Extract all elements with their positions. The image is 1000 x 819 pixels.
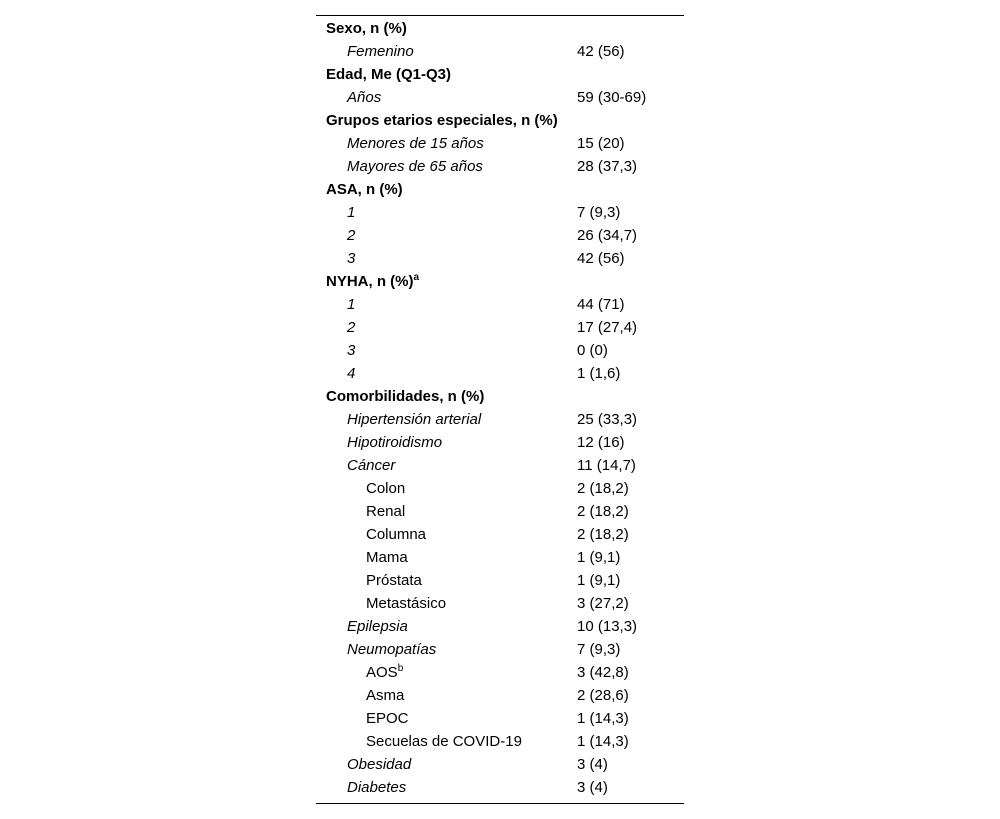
row-label-text: Neumopatías <box>347 641 437 658</box>
row-value: 2 (18,2) <box>577 480 629 497</box>
row-label-text: 1 <box>347 204 356 221</box>
row-label <box>366 707 409 730</box>
table-row <box>316 40 684 63</box>
row-label-text: Cáncer <box>347 457 396 474</box>
section-label <box>326 385 484 408</box>
row-label <box>347 40 414 63</box>
row-value: 59 (30-69) <box>577 89 647 106</box>
row-label <box>366 592 446 615</box>
row-label <box>347 316 355 339</box>
section-header-row <box>316 109 684 132</box>
row-label <box>347 431 442 454</box>
table-row <box>316 247 684 270</box>
row-label <box>366 661 403 684</box>
table-row <box>316 707 684 730</box>
row-label-text: Asma <box>366 687 405 704</box>
row-label <box>366 477 405 500</box>
row-label <box>347 454 395 477</box>
row-label-text: Sexo, n (%) <box>326 20 407 37</box>
row-label-text: 3 <box>347 250 356 267</box>
row-value: 7 (9,3) <box>577 204 621 221</box>
row-value: 3 (27,2) <box>577 595 629 612</box>
row-label-text: NYHA, n (%) <box>326 273 414 290</box>
section-header-row <box>316 63 684 86</box>
table-row <box>316 155 684 178</box>
row-label <box>347 408 481 431</box>
section-header-row <box>316 270 684 293</box>
row-label-text: Metastásico <box>366 595 447 612</box>
row-value: 44 (71) <box>577 296 625 313</box>
row-label <box>347 293 355 316</box>
row-label-text: 2 <box>347 227 356 244</box>
row-label-text: ASA, n (%) <box>326 181 403 198</box>
row-label <box>347 753 411 776</box>
row-label-text: Renal <box>366 503 406 520</box>
row-label-text: Comorbilidades, n (%) <box>326 388 485 405</box>
row-value: 1 (14,3) <box>577 710 629 727</box>
row-label <box>347 362 355 385</box>
row-value: 42 (56) <box>577 43 625 60</box>
row-value: 3 (4) <box>577 779 608 796</box>
footnote-marker: a <box>413 272 420 283</box>
row-label-text: Edad, Me (Q1-Q3) <box>326 66 452 83</box>
row-label-text: Femenino <box>347 43 414 60</box>
table-row <box>316 454 684 477</box>
row-label-text: 1 <box>347 296 356 313</box>
row-value: 3 (4) <box>577 756 608 773</box>
row-label <box>366 523 426 546</box>
table-row <box>316 523 684 546</box>
row-value: 10 (13,3) <box>577 618 638 635</box>
row-value: 2 (28,6) <box>577 687 629 704</box>
table-row <box>316 339 684 362</box>
row-label-text: Hipertensión arterial <box>347 411 482 428</box>
table-row <box>316 592 684 615</box>
row-label-text: 2 <box>347 319 356 336</box>
row-label-text: 3 <box>347 342 356 359</box>
table-row <box>316 684 684 707</box>
row-value: 0 (0) <box>577 342 608 359</box>
characteristics-table <box>316 15 684 804</box>
row-value: 28 (37,3) <box>577 158 638 175</box>
table-row <box>316 201 684 224</box>
row-label <box>347 776 406 799</box>
row-label <box>347 86 381 109</box>
section-label <box>326 270 419 293</box>
row-label <box>347 201 355 224</box>
table-row <box>316 661 684 684</box>
table-row <box>316 224 684 247</box>
row-label <box>347 224 355 247</box>
row-value: 1 (9,1) <box>577 549 621 566</box>
row-label-text: Años <box>347 89 382 106</box>
table-row <box>316 615 684 638</box>
section-label <box>326 17 407 40</box>
table-row <box>316 477 684 500</box>
row-label <box>366 546 408 569</box>
section-label <box>326 178 403 201</box>
table-row <box>316 776 684 799</box>
row-label <box>366 684 404 707</box>
row-label-text: Grupos etarios especiales, n (%) <box>326 112 558 129</box>
row-label <box>347 247 355 270</box>
row-value: 17 (27,4) <box>577 319 638 336</box>
row-label <box>347 339 355 362</box>
row-label-text: AOS <box>366 664 398 681</box>
row-label-text: Colon <box>366 480 406 497</box>
row-value: 25 (33,3) <box>577 411 638 428</box>
row-label-text: Hipotiroidismo <box>347 434 443 451</box>
row-label-text: EPOC <box>366 710 409 727</box>
section-label <box>326 63 451 86</box>
section-label <box>326 109 558 132</box>
row-value: 1 (9,1) <box>577 572 621 589</box>
row-label <box>347 155 483 178</box>
table-row <box>316 431 684 454</box>
row-value: 42 (56) <box>577 250 625 267</box>
row-value: 2 (18,2) <box>577 526 629 543</box>
row-label-text: Menores de 15 años <box>347 135 484 152</box>
row-value: 1 (14,3) <box>577 733 629 750</box>
table-row <box>316 362 684 385</box>
row-label-text: Secuelas de COVID-19 <box>366 733 522 750</box>
row-label-text: Diabetes <box>347 779 407 796</box>
row-label <box>366 730 522 753</box>
row-value: 12 (16) <box>577 434 625 451</box>
row-value: 7 (9,3) <box>577 641 621 658</box>
row-label-text: Obesidad <box>347 756 412 773</box>
row-label <box>347 615 408 638</box>
row-label-text: Mayores de 65 años <box>347 158 483 175</box>
table-row <box>316 86 684 109</box>
row-value: 26 (34,7) <box>577 227 638 244</box>
row-value: 11 (14,7) <box>577 457 636 474</box>
row-label <box>366 500 405 523</box>
row-label-text: 4 <box>347 365 356 382</box>
row-label <box>347 132 484 155</box>
table-row <box>316 500 684 523</box>
section-header-row <box>316 178 684 201</box>
row-value: 2 (18,2) <box>577 503 629 520</box>
row-label-text: Próstata <box>366 572 422 589</box>
row-label <box>366 569 422 592</box>
row-label <box>347 638 436 661</box>
section-header-row <box>316 385 684 408</box>
row-value: 15 (20) <box>577 135 625 152</box>
table-row <box>316 730 684 753</box>
table-row <box>316 316 684 339</box>
row-value: 3 (42,8) <box>577 664 629 681</box>
table-row <box>316 638 684 661</box>
table-row <box>316 753 684 776</box>
footnote-marker: b <box>397 663 404 674</box>
row-label-text: Mama <box>366 549 408 566</box>
table-row <box>316 546 684 569</box>
row-label-text: Epilepsia <box>347 618 408 635</box>
row-label-text: Columna <box>366 526 427 543</box>
row-value: 1 (1,6) <box>577 365 621 382</box>
section-header-row <box>316 17 684 40</box>
table-row <box>316 569 684 592</box>
table-row <box>316 132 684 155</box>
table-body <box>316 17 684 799</box>
table-row <box>316 408 684 431</box>
table-row <box>316 293 684 316</box>
